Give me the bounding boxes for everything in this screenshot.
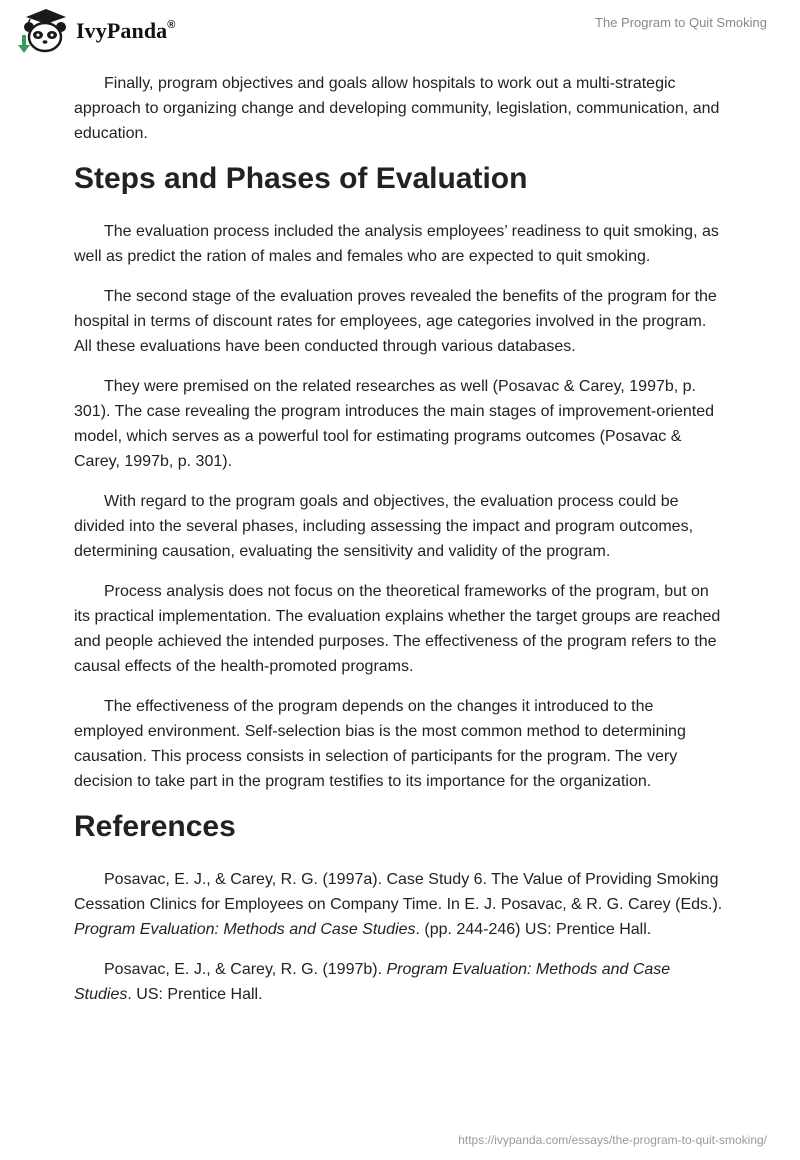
paragraph: Process analysis does not focus on the theoretical frameworks of the program, but on its practical implementation. The evaluation explains whether the target groups are reached and people achieved the intended purposes. The effectiveness of the program refers to the causal effects of the health-promoted programs. xyxy=(74,583,721,675)
reference-item: Posavac, E. J., & Carey, R. G. (1997b). Program Evaluation: Methods and Case Studies. US: Prentice Hall. xyxy=(74,961,671,1003)
paragraph: The effectiveness of the program depends on the changes it introduced to the employed environment. Self-selection bias is the most common method to determining causation. This process consists in selection of participants for the program. The very decision to take part in the program testifies to its importance for the organization. xyxy=(74,698,686,790)
paragraph: With regard to the program goals and objectives, the evaluation process could be divided into the several phases, including assessing the impact and program outcomes, determining causation, evaluating the sensitivity and validity of the program. xyxy=(74,493,694,560)
section-heading-evaluation: Steps and Phases of Evaluation xyxy=(74,162,528,195)
intro-paragraph: Finally, program objectives and goals allow hospitals to work out a multi-strategic approach to organizing change and developing community, legislation, communication, and education. xyxy=(74,75,720,142)
reference-item: Posavac, E. J., & Carey, R. G. (1997a). Case Study 6. The Value of Providing Smoking Cessation Clinics for Employees on Company Time. In E. J. Posavac, & R. G. Carey (Eds.). Program Evaluation: Methods and Case Studies. (pp. 244-246) US: Prentice Hall. xyxy=(74,871,723,938)
brand-name: IvyPanda® xyxy=(76,18,176,43)
document-title: The Program to Quit Smoking xyxy=(595,15,767,30)
paragraph: The evaluation process included the analysis employees’ readiness to quit smoking, as well as predict the ration of males and females who are expected to quit smoking. xyxy=(74,223,719,265)
paragraph: They were premised on the related researches as well (Posavac & Carey, 1997b, p. 301). The case revealing the program introduces the main stages of improvement-oriented model, which serves as a powerful tool for estimating programs outcomes (Posavac & Carey, 1997b, p. 301). xyxy=(74,378,715,470)
paragraph: The second stage of the evaluation proves revealed the benefits of the program for the hospital in terms of discount rates for employees, age categories involved in the program. All these evaluations have been conducted through various databases. xyxy=(74,288,717,355)
article-body xyxy=(74,71,726,1022)
section-heading-references: References xyxy=(74,810,236,843)
source-url[interactable]: https://ivypanda.com/essays/the-program-to-quit-smoking/ xyxy=(458,1133,767,1147)
page-header xyxy=(0,0,800,66)
brand-logo[interactable] xyxy=(14,7,176,55)
panda-logo-icon xyxy=(14,7,72,55)
